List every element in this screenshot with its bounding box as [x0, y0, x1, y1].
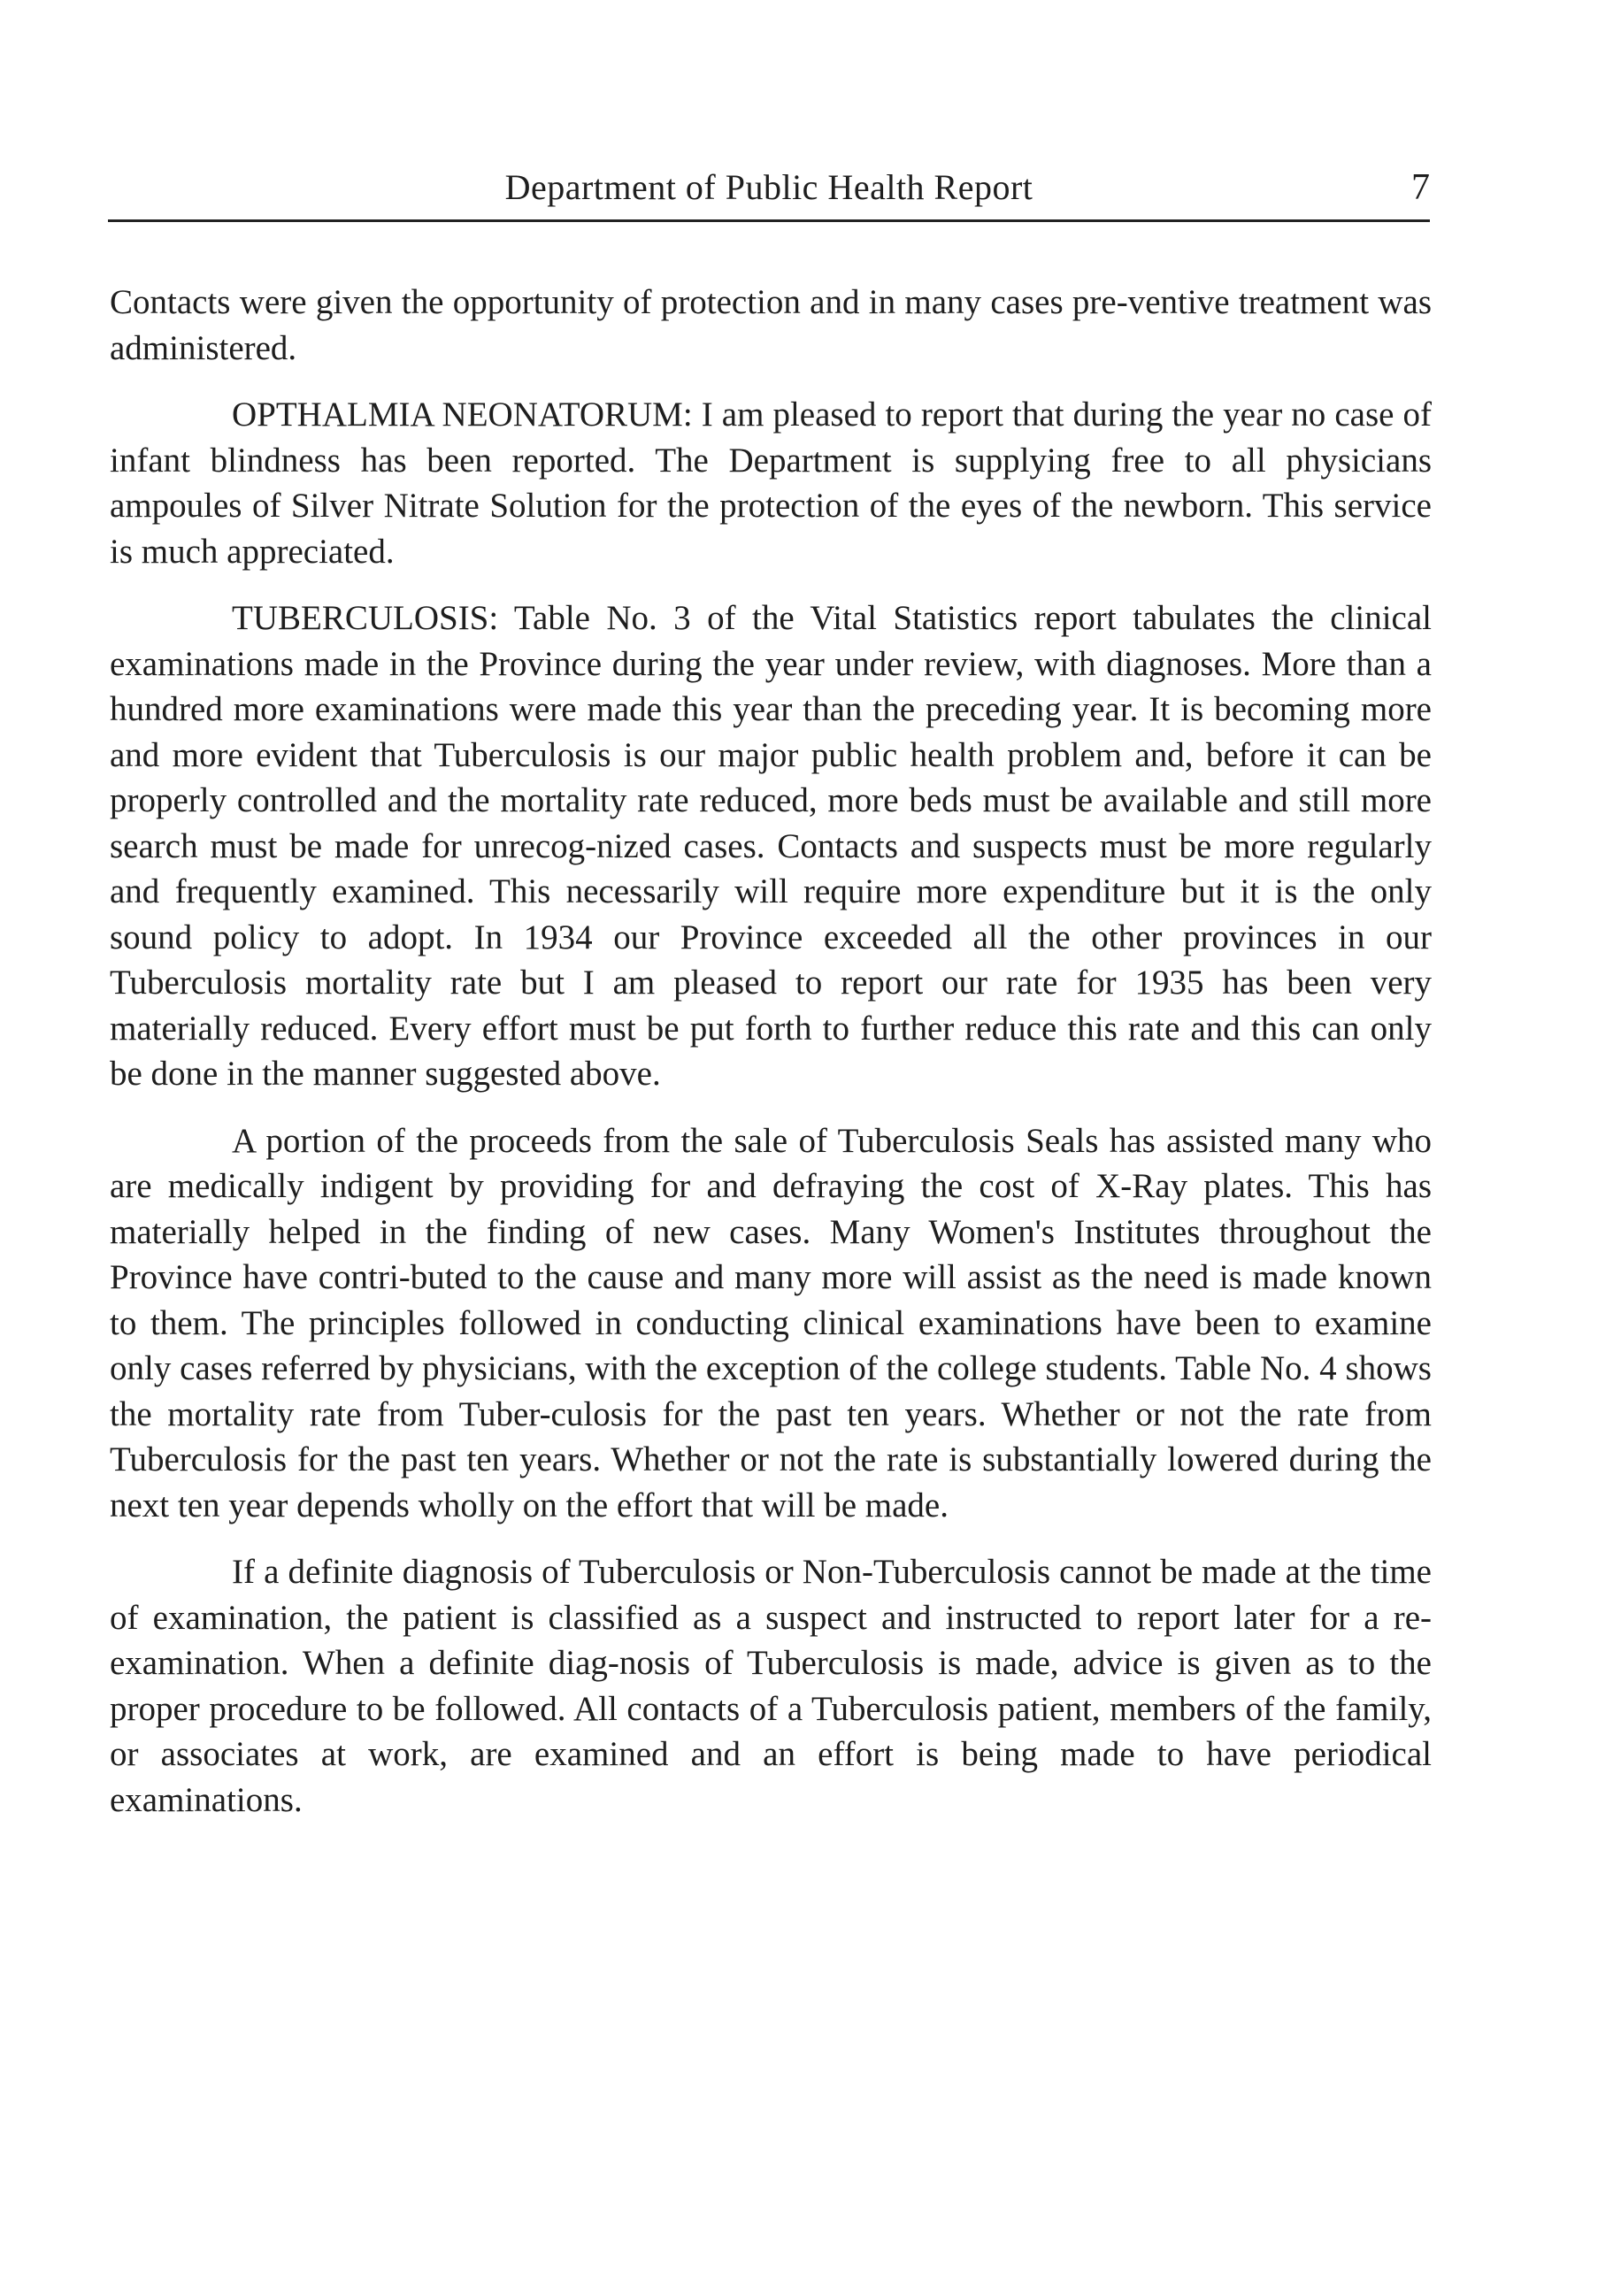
header-title: Department of Public Health Report [504, 167, 1033, 207]
paragraph-diagnosis: If a definite diagnosis of Tuberculosis or Non-Tuberculosis cannot be made at the time of examination, the patient is classified as a suspect and instructed to report later for a re-examination. When a definite diag-nosis of Tuberculosis is made, advice is given as to the proper procedure to be followed. All contacts of a Tuberculosis patient, members of the family, or associates at work, are examined and an effort is being made to have periodical examinations. [110, 1553, 1432, 1819]
paragraph-spacer [110, 371, 1432, 392]
header-rule [108, 219, 1430, 222]
paragraph-tuberculosis: TUBERCULOSIS: Table No. 3 of the Vital Statistics report tabulates the clinical examinations made in the Province during the year under review, with diagnoses. More than a hundred more examinations were made this year than the preceding year. It is becoming more and more evident that Tuberculosis is our major public health problem and, before it can be properly controlled and the mortality rate reduced, more beds must be available and still more search must be made for unrecog-nized cases. Contacts and suspects must be more regularly and frequently examined. This necessarily will require more expenditure but it is the only sound policy to adopt. In 1934 our Province exceeded all the other provinces in our Tuberculosis mortality rate but I am pleased to report our rate for 1935 has been very materially reduced. Every effort must be put forth to further reduce this rate and this can only be done in the manner suggested above. [110, 599, 1432, 1093]
paragraph-opthalmia-neonatorum: OPTHALMIA NEONATORUM: I am pleased to report that during the year no case of infant blindness has been reported. The Department is supplying free to all physicians ampoules of Silver Nitrate Solution for the protection of the eyes of the newborn. This service is much appreciated. [110, 395, 1432, 571]
paragraph-spacer [110, 574, 1432, 595]
paragraph-contacts: Contacts were given the opportunity of protection and in many cases pre-ventive treatment was administered. [110, 283, 1432, 367]
page-number: 7 [1411, 167, 1430, 208]
body-text [110, 280, 1432, 1823]
paragraph-spacer [110, 1097, 1432, 1118]
running-header [108, 163, 1430, 216]
paragraph-spacer [110, 1528, 1432, 1549]
paragraph-tuberculosis-seals: A portion of the proceeds from the sale of Tuberculosis Seals has assisted many who are medically indigent by providing for and defraying the cost of X-Ray plates. This has materially helped in the finding of new cases. Many Women's Institutes throughout the Province have contri-buted to the cause and many more will assist as the need is made known to them. The principles followed in conducting clinical examinations have been to examine only cases referred by physicians, with the exception of the college students. Table No. 4 shows the mortality rate from Tuber-culosis for the past ten years. Whether or not the rate from Tuberculosis for the past ten years. Whether or not the rate is substantially lowered during the next ten year depends wholly on the effort that will be made. [110, 1121, 1432, 1524]
